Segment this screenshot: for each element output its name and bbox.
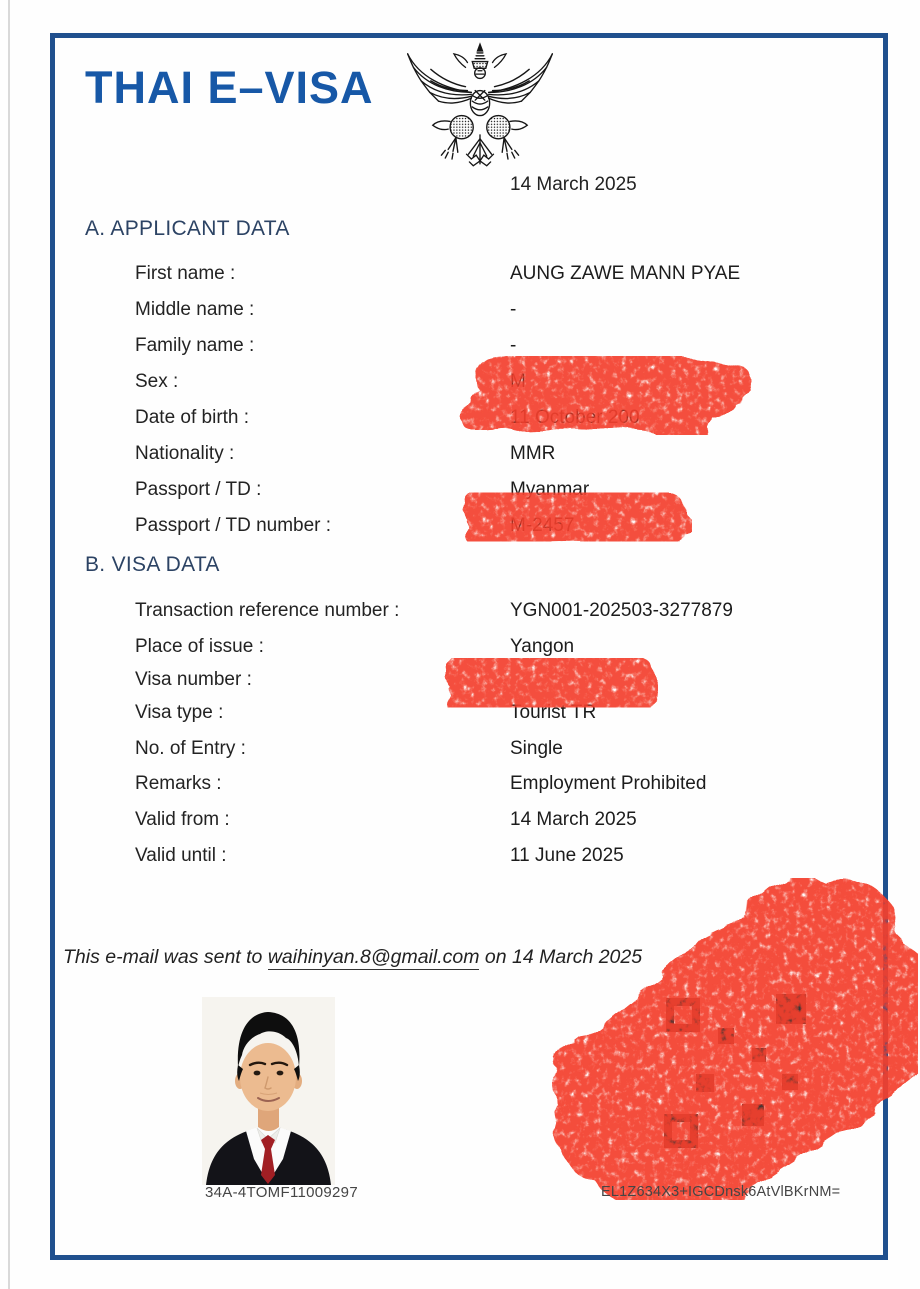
field-label: Remarks : bbox=[135, 773, 222, 794]
field-label: Place of issue : bbox=[135, 636, 264, 657]
field-label: Passport / TD number : bbox=[135, 515, 332, 536]
document-date: 14 March 2025 bbox=[510, 174, 637, 195]
field-row-valid-until bbox=[135, 845, 855, 869]
field-value: AUNG ZAWE MANN PYAE bbox=[510, 263, 741, 284]
field-row-place-of-issue bbox=[135, 636, 855, 660]
field-row-passport-td bbox=[135, 479, 855, 503]
field-row-date-of-birth bbox=[135, 407, 855, 431]
field-row-family-name bbox=[135, 335, 855, 359]
qr-reference-code: EL1Z634X3+IGCDnsk6AtVlBKrNM= bbox=[601, 1184, 841, 1200]
field-row-valid-from bbox=[135, 809, 855, 833]
field-row-visa-type bbox=[135, 702, 855, 726]
applicant-photo bbox=[202, 997, 335, 1185]
field-value: M-2457 bbox=[510, 515, 575, 536]
email-notice-prefix: This e-mail was sent to bbox=[63, 946, 263, 968]
field-value: MMR bbox=[510, 443, 556, 464]
field-value: 11 October 200 bbox=[510, 407, 640, 428]
field-label: Transaction reference number : bbox=[135, 600, 400, 621]
field-label: Middle name : bbox=[135, 299, 255, 320]
field-row-sex bbox=[135, 371, 855, 395]
field-value: - bbox=[510, 335, 517, 356]
field-row-middle-name bbox=[135, 299, 855, 323]
garuda-emblem-icon bbox=[398, 42, 562, 168]
section-heading-visa-data: B. VISA DATA bbox=[85, 553, 220, 576]
field-label: Visa number : bbox=[135, 669, 252, 690]
field-label: Valid from : bbox=[135, 809, 230, 830]
field-label: Date of birth : bbox=[135, 407, 250, 428]
field-label: Valid until : bbox=[135, 845, 227, 866]
field-label: Family name : bbox=[135, 335, 255, 356]
field-row-first-name bbox=[135, 263, 855, 287]
email-notice-suffix: on 14 March 2025 bbox=[484, 946, 643, 968]
field-label: Sex : bbox=[135, 371, 179, 392]
scan-edge-line bbox=[8, 0, 10, 1289]
field-value: 11 June 2025 bbox=[510, 845, 624, 866]
field-row-transaction-reference bbox=[135, 600, 855, 624]
page-title: THAI E–VISA bbox=[85, 62, 374, 113]
section-heading-applicant-data: A. APPLICANT DATA bbox=[85, 217, 290, 240]
email-notice bbox=[63, 946, 703, 969]
field-value: Single bbox=[510, 738, 563, 759]
email-link[interactable]: waihinyan.8@gmail.com bbox=[267, 946, 480, 968]
field-value: Yangon bbox=[510, 636, 575, 657]
field-label: Visa type : bbox=[135, 702, 224, 723]
field-label: Nationality : bbox=[135, 443, 235, 464]
photo-reference-code: 34A-4TOMF11009297 bbox=[205, 1184, 358, 1201]
field-value: - bbox=[510, 299, 517, 320]
field-label: Passport / TD : bbox=[135, 479, 262, 500]
field-value: 14 March 2025 bbox=[510, 809, 637, 830]
field-row-remarks bbox=[135, 773, 855, 797]
field-row-nationality bbox=[135, 443, 855, 467]
field-value: M bbox=[510, 371, 526, 392]
field-label: No. of Entry : bbox=[135, 738, 246, 759]
field-value: Employment Prohibited bbox=[510, 773, 707, 794]
field-value: Tourist TR bbox=[510, 702, 597, 723]
field-row-no-of-entry bbox=[135, 738, 855, 762]
field-row-passport-number bbox=[135, 515, 855, 539]
field-label: First name : bbox=[135, 263, 236, 284]
field-value: Myanmar bbox=[510, 479, 590, 500]
field-value: YGN001-202503-3277879 bbox=[510, 600, 733, 621]
field-row-visa-number bbox=[135, 669, 855, 693]
